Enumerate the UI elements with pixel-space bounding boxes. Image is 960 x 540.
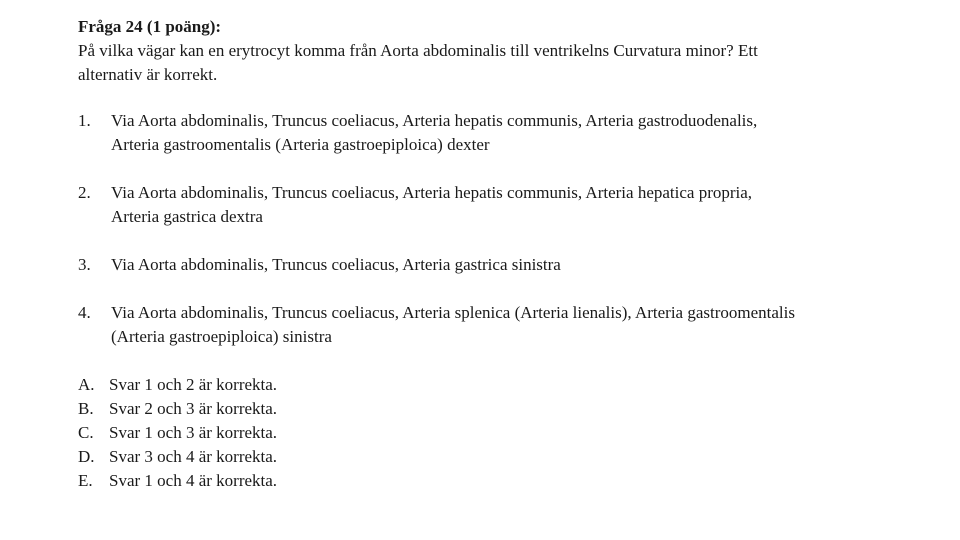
choice-text: Svar 1 och 4 är korrekta.	[109, 471, 278, 490]
answer-choice[interactable]	[78, 397, 798, 421]
statement-item	[78, 181, 798, 229]
question-text: På vilka vägar kan en erytrocyt komma från Aorta abdominalis till ventrikelns Curvatura minor? Ett alternativ är korrekt.	[78, 41, 758, 84]
choice-text: Svar 1 och 2 är korrekta.	[109, 375, 278, 394]
question-title: Fråga 24 (1 poäng):	[78, 17, 222, 36]
answer-choice[interactable]	[78, 469, 798, 493]
choice-text: Svar 1 och 3 är korrekta.	[109, 423, 278, 442]
choice-letter: E.	[78, 471, 93, 490]
choice-letter: C.	[78, 423, 94, 442]
statement-text: Via Aorta abdominalis, Truncus coeliacus, Arteria gastrica sinistra	[111, 255, 561, 274]
statement-number: 2.	[78, 183, 91, 202]
choice-letter: B.	[78, 399, 94, 418]
statement-item	[78, 301, 798, 349]
statement-text: Via Aorta abdominalis, Truncus coeliacus, Arteria hepatis communis, Arteria hepatica propria, Arteria gastrica dextra	[111, 183, 753, 226]
statement-number: 4.	[78, 303, 91, 322]
answer-choice-list	[78, 373, 798, 493]
answer-choice[interactable]	[78, 445, 798, 469]
choice-letter: A.	[78, 375, 95, 394]
choice-text: Svar 3 och 4 är korrekta.	[109, 447, 278, 466]
statement-item	[78, 253, 798, 277]
statement-number: 3.	[78, 255, 91, 274]
statement-text: Via Aorta abdominalis, Truncus coeliacus, Arteria hepatis communis, Arteria gastroduodenalis, Arteria gastroomentalis (Arteria gastroepiploica) dexter	[111, 111, 758, 154]
statement-number: 1.	[78, 111, 91, 130]
answer-choice[interactable]	[78, 373, 798, 397]
statement-text: Via Aorta abdominalis, Truncus coeliacus, Arteria splenica (Arteria lienalis), Arteria gastroomentalis (Arteria gastroepiploica) sinistra	[111, 303, 795, 346]
statement-item	[78, 109, 798, 157]
answer-choice[interactable]	[78, 421, 798, 445]
choice-letter: D.	[78, 447, 95, 466]
statement-list	[78, 109, 798, 349]
choice-text: Svar 2 och 3 är korrekta.	[109, 399, 278, 418]
question-block	[78, 15, 798, 493]
